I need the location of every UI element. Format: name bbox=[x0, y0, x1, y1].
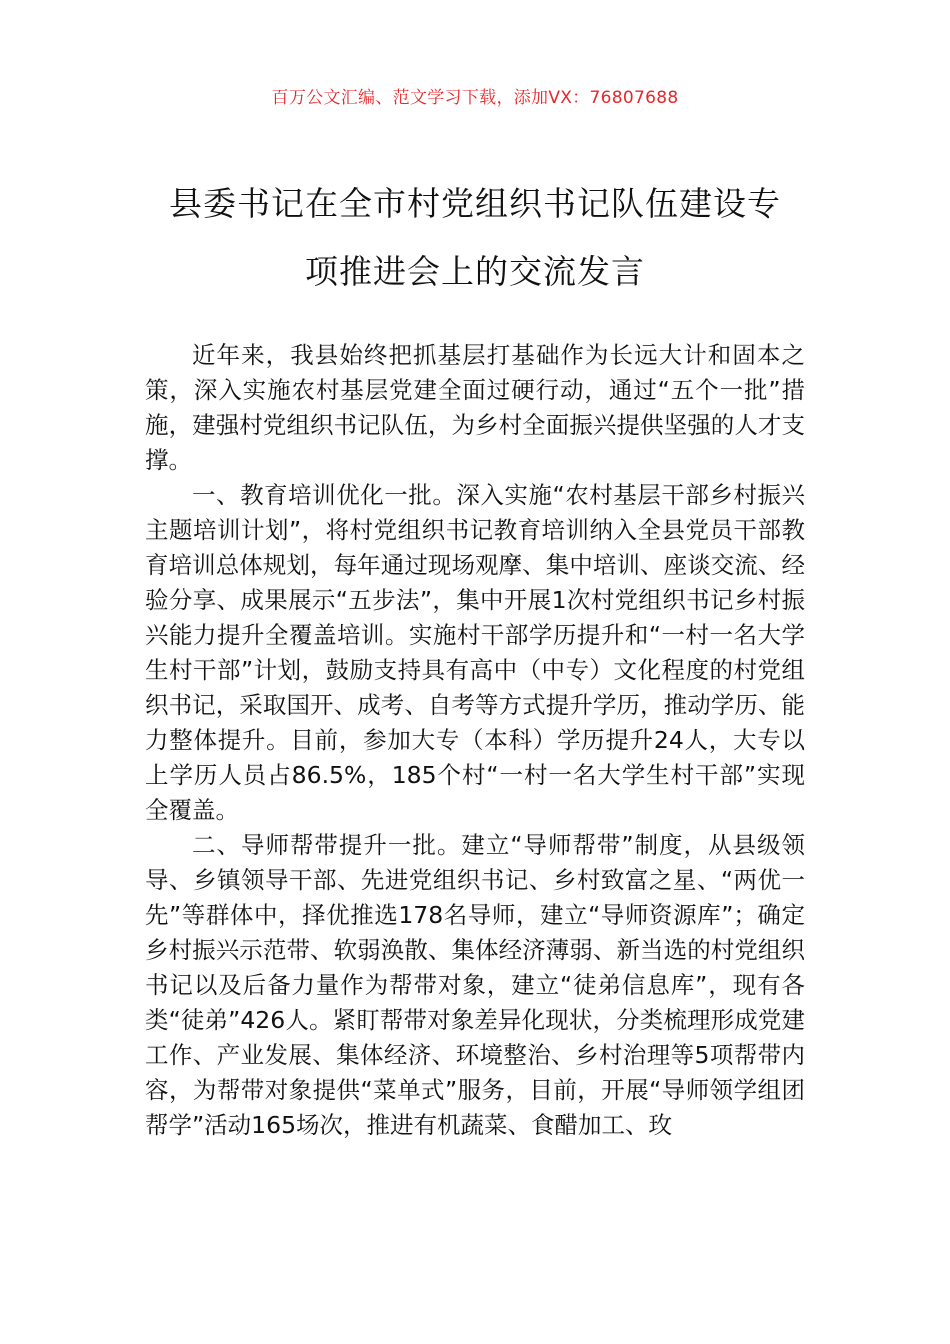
document-body bbox=[145, 338, 805, 1143]
paragraph-section-1: 一、教育培训优化一批。深入实施“农村基层干部乡村振兴主题培训计划”，将村党组织书记教育培训纳入全县党员干部教育培训总体规划，每年通过现场观摩、集中培训、座谈交流、经验分享、成果展示“五步法”，集中开展1次村党组织书记乡村振兴能力提升全覆盖培训。实施村干部学历提升和“一村一名大学生村干部”计划，鼓励支持具有高中（中专）文化程度的村党组织书记，采取国开、成考、自考等方式提升学历，推动学历、能力整体提升。目前，参加大专（本科）学历提升24人，大专以上学历人员占86.5%，185个村“一村一名大学生村干部”实现全覆盖。 bbox=[145, 481, 805, 824]
title-line-2: 项推进会上的交流发言 bbox=[305, 252, 645, 291]
paragraph-intro: 近年来，我县始终把抓基层打基础作为长远大计和固本之策，深入实施农村基层党建全面过硬行动，通过“五个一批”措施，建强村党组织书记队伍，为乡村全面振兴提供坚强的人才支撑。 bbox=[145, 341, 805, 474]
watermark-banner: 百万公文汇编、范文学习下载，添加VX：76807688 bbox=[271, 88, 679, 108]
document-title bbox=[130, 170, 820, 306]
title-line-1: 县委书记在全市村党组织书记队伍建设专 bbox=[169, 184, 781, 223]
paragraph-section-2: 二、导师帮带提升一批。建立“导师帮带”制度，从县级领导、乡镇领导干部、先进党组织书记、乡村致富之星、“两优一先”等群体中，择优推选178名导师，建立“导师资源库”；确定乡村振兴示范带、软弱涣散、集体经济薄弱、新当选的村党组织书记以及后备力量作为帮带对象，建立“徒弟信息库”，现有各类“徒弟”426人。紧盯帮带对象差异化现状，分类梳理形成党建工作、产业发展、集体经济、环境整治、乡村治理等5项帮带内容，为帮带对象提供“菜单式”服务，目前，开展“导师领学组团帮学”活动165场次，推进有机蔬菜、食醋加工、玫 bbox=[145, 831, 805, 1139]
